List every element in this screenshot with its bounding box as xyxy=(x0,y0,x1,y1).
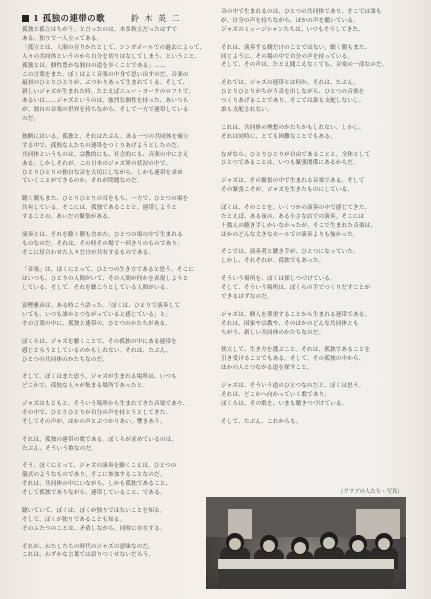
text-line xyxy=(221,70,407,79)
text-line: それでは、ジャズの連帯とは何か。それは、たぶん、 xyxy=(221,80,360,87)
photo-caption: （アラブの人たち・写真） xyxy=(338,489,403,495)
text-line: そして、そういう場所は、ぼくらの手でつくりだすことが xyxy=(221,285,371,292)
text-line: ひとりひとりの独自な音を大切にしながら、しかも連帯を求め xyxy=(22,169,183,176)
article-title: 1 孤独の連帯の歌 xyxy=(33,14,105,24)
text-line: ぼくは、そのことを、いくつかの演奏の中で感じてきた。 xyxy=(221,204,371,211)
text-line xyxy=(221,195,407,204)
title-bullet-icon xyxy=(22,15,29,22)
text-line: そして、その声は、たとえ聞こえなくても、音楽の一部なのだ。 xyxy=(221,62,388,69)
text-line: 十数人の聴き手しかいなかったが、そこで生まれた音楽は、 xyxy=(221,222,377,229)
text-line: 同じように、その場の中で自分の声を持っている。 xyxy=(221,53,354,60)
text-line: それは、どこかへ向かっていく歌であり、 xyxy=(221,391,331,398)
text-line: それは、共同体の中にいながら、しかも孤独であること、 xyxy=(22,481,172,488)
text-line: する中で、孤独な人たちの連帯をつくりあげようとしたのだ。 xyxy=(22,142,183,149)
text-line: この言葉をまた、ぼくはよく音楽の中身で思い出すのだ。音楽の xyxy=(22,71,189,78)
text-line: そのふたつのことは、矛盾しながら、同時に存在する。 xyxy=(22,525,166,532)
text-line: 共有している。そこには、孤独であることと、連帯しようと xyxy=(22,205,178,212)
text-line xyxy=(221,115,407,124)
text-line: 引き受けることでもある。そして、その孤独の中から、 xyxy=(221,356,365,363)
text-line: たとえば、ある夜の、ある小さな店での演奏。そこには xyxy=(221,213,365,220)
text-line: 感じとろうとしているのかもしれない。それは、たぶん、 xyxy=(22,347,172,354)
text-line xyxy=(22,258,208,267)
text-line: ほかのどんな大きなホールでの演奏よりも強かった。 xyxy=(221,231,359,238)
text-line: 誰も支配されない。 xyxy=(221,106,273,113)
text-line: ひとりひとりがちがう音を出しながら、ひとつの音楽を xyxy=(221,89,365,96)
text-line: ぼくらは、ジャズを聴くことで、その孤独の中にある連帯を xyxy=(22,338,177,345)
text-line: はいつも、ひとりの人間がいて、その人間が何かを表現しようと xyxy=(22,276,189,283)
text-line: 演奏とは、それを聴く側も含めた、ひとつの場の中で生まれる xyxy=(22,231,183,238)
text-line: そしてその声が、ほかの声とぶつかりあい、響きあう。 xyxy=(22,418,166,425)
text-line: そして、ぼくはまた思う。ジャズが生まれる場所は、いつも xyxy=(22,374,177,381)
text-line xyxy=(221,168,407,177)
text-line: ある。独りで一人立ってある。 xyxy=(22,35,103,42)
text-line: している。そして、それを聴こうとしている人間がいる。 xyxy=(22,285,172,292)
text-line xyxy=(22,124,208,133)
text-line: が、自分の声を持ちながら、ほかの声を聴いている。 xyxy=(221,17,359,24)
text-line xyxy=(22,329,208,338)
text-line xyxy=(22,186,208,195)
text-line xyxy=(221,35,407,44)
article-author: 鈴 木 英 二 xyxy=(130,13,182,23)
text-line: それは、演奏する側だけのことではない。聴く側もまた、 xyxy=(221,44,371,51)
text-line: それは同時に、とても困難なことでもある。 xyxy=(221,133,336,140)
text-line: 人々の共同体というのから自分を切りはなしてしまう、ということ、 xyxy=(22,53,201,60)
text-line xyxy=(22,391,208,400)
text-line xyxy=(22,427,208,436)
text-line: つくりあげることであり、そこでは誰も支配しないし、 xyxy=(221,98,365,105)
text-line xyxy=(221,240,407,249)
text-line: これは、わずかな言葉では語りつくせないだろう。 xyxy=(22,552,155,559)
text-line: が、独自の音楽の世界を持ちながら、そして一方で連帯している xyxy=(22,107,189,114)
text-line: 音の中で生まれるのは、ひとつの共同体であり、そこでは誰も xyxy=(221,9,382,15)
text-line: その緊張こそが、ジャズを生きたものにしている。 xyxy=(221,187,353,194)
text-line: なぜなら、ひとりひとりが自由であることと、全体として xyxy=(221,151,371,158)
text-line: することの、あいだの緊張がある。 xyxy=(22,214,114,221)
text-line: これは、共同体の理想のかたちかもしれない。しかし、 xyxy=(221,124,365,131)
text-line: それは、孤独の連帯の歌である。ぼくらが求めているのは、 xyxy=(22,436,178,443)
text-line: 新しいジャズが生まれた時、たとえばニュー・ヨークのロフトで、 xyxy=(22,89,195,96)
text-line: どこかで、孤独な人々が集まる場所であったと。 xyxy=(22,383,149,390)
text-line: ひとつの共同体のかたちなのだ。 xyxy=(22,356,109,363)
text-line: そして孤独でありながら、連帯していること、である。 xyxy=(22,490,166,497)
text-line: ジャズのミュージシャンたちは、いつもそうしてきた。 xyxy=(221,26,365,33)
text-line: 聴いていて、ぼくは、ぼくが独りではないことを知る。 xyxy=(22,507,166,514)
text-line: 聴く側もまた、ひとりひとりの耳をもち、一方で、ひとつの場を xyxy=(22,196,189,203)
text-line: ある。しかしそれが、この日本のジャズ界の状況の中で、 xyxy=(22,160,172,167)
text-line xyxy=(22,293,208,302)
text-line: それが、わたしたちの時代のジャズの意味なのだ。 xyxy=(22,543,154,550)
text-line: そして、たぶん、これからも。 xyxy=(221,418,302,425)
text-line: 儀式のようなものであり、そこに参加することなのだ。 xyxy=(22,472,166,479)
text-line: 「音楽」は、ぼくにとって、ひとつの生き方であると思う。そこに xyxy=(22,267,194,274)
text-line: そう、ぼくにとって、ジャズの演奏を聴くことは、ひとつの xyxy=(22,463,177,470)
text-line: 最初のひとりひとりが、ぶつかりあって生まれてくる。そして、 xyxy=(22,80,189,87)
text-line: その中で、ひとりひとりが自分の声を持とうとしてきた。 xyxy=(22,409,172,416)
text-line: ものなのだ。それは、その時その場で一回きりのものであり、 xyxy=(22,240,183,247)
text-line: 「孤立とは、人間の在りかたとして、シンガポールでの過去によって、 xyxy=(22,44,206,51)
text-line: あるいは……ジャズというのは、強烈な個性を持った、あいつら xyxy=(22,98,189,105)
text-line: ほかの人とつながる道を探すこと。 xyxy=(221,365,313,372)
left-text-column xyxy=(22,26,208,586)
text-line xyxy=(221,373,407,382)
text-line: ジャズはもともと、そういう場所から生まれてきた音楽であり、 xyxy=(22,401,189,408)
text-line xyxy=(22,454,208,463)
text-line: たぶん、そういう歌なのだ。 xyxy=(22,445,98,452)
text-line xyxy=(221,302,407,311)
text-line: そこでは、演奏者と聴き手が、ひとつになっていた。 xyxy=(221,249,359,256)
text-line: ジャズは、そういう道のひとつなのだと、ぼくは思う。 xyxy=(221,383,365,390)
text-line: ジャズは、個人を尊重することから生まれる連帯である。 xyxy=(221,311,371,318)
text-line: 孤独とは、個性豊かな独自の道を歩くことである」…… xyxy=(22,62,166,69)
text-line: ちがう、新しい共同体のかたちなのだ。 xyxy=(221,329,325,336)
right-text-column xyxy=(221,8,407,498)
text-line: できるはずなのだ。 xyxy=(221,294,273,300)
text-line: 孤独と孤立はちがう。と言ったのは、本多秋五だったはずで xyxy=(22,27,178,33)
text-line: 富樫雅彦は、ある時こう語った。「ぼくは、ひとりで演奏して xyxy=(22,303,181,310)
text-line: そこに居合わせた人々だけが共有するものである。 xyxy=(22,249,155,256)
text-line: ていくことができるのか。それが問題なのだ。 xyxy=(22,178,143,185)
text-line: それは、国家や宗教や、そのほかのどんな共同体とも xyxy=(221,320,359,327)
text-line xyxy=(221,409,407,418)
article-header xyxy=(22,11,212,25)
text-line: 共同体というものは、宗教的にも、社会的にも、音楽の中にさえ xyxy=(22,151,189,158)
text-line xyxy=(221,142,407,151)
text-line: ジャズは、その緊張の中で生まれる音楽である。そして xyxy=(221,178,365,185)
text-line xyxy=(221,266,407,275)
text-line: いても、いつも誰かとつながっていると感じている」と。 xyxy=(22,312,172,318)
text-line: しかし、それぞれが、孤独でもあった。 xyxy=(221,258,325,265)
text-line: そして、ぼくが独りであることも知る。 xyxy=(22,516,126,523)
text-line xyxy=(22,498,208,507)
text-line: その言葉の中に、孤独と連帯の、ひとつのかたちがある。 xyxy=(22,320,172,327)
band-photo xyxy=(206,497,406,589)
text-line: ひとつであることは、いつも緊張関係にあるからだ。 xyxy=(221,160,359,167)
text-line xyxy=(22,534,208,543)
text-line: 独断にはいる。孤独と、それはたぶん、ある一つの共同体を確立 xyxy=(22,133,189,140)
text-line: ぼくらは、その歌を、いまも聴きつづけている。 xyxy=(221,400,348,407)
text-line xyxy=(22,222,208,231)
text-line: のだ。 xyxy=(22,116,40,123)
text-line xyxy=(221,338,407,347)
text-line: そういう場所を、ぼくは探しつづけている。 xyxy=(221,276,336,283)
text-line: 独立して、生き方を選ぶこと。それは、孤独であることを xyxy=(221,347,371,354)
text-line xyxy=(22,364,208,373)
